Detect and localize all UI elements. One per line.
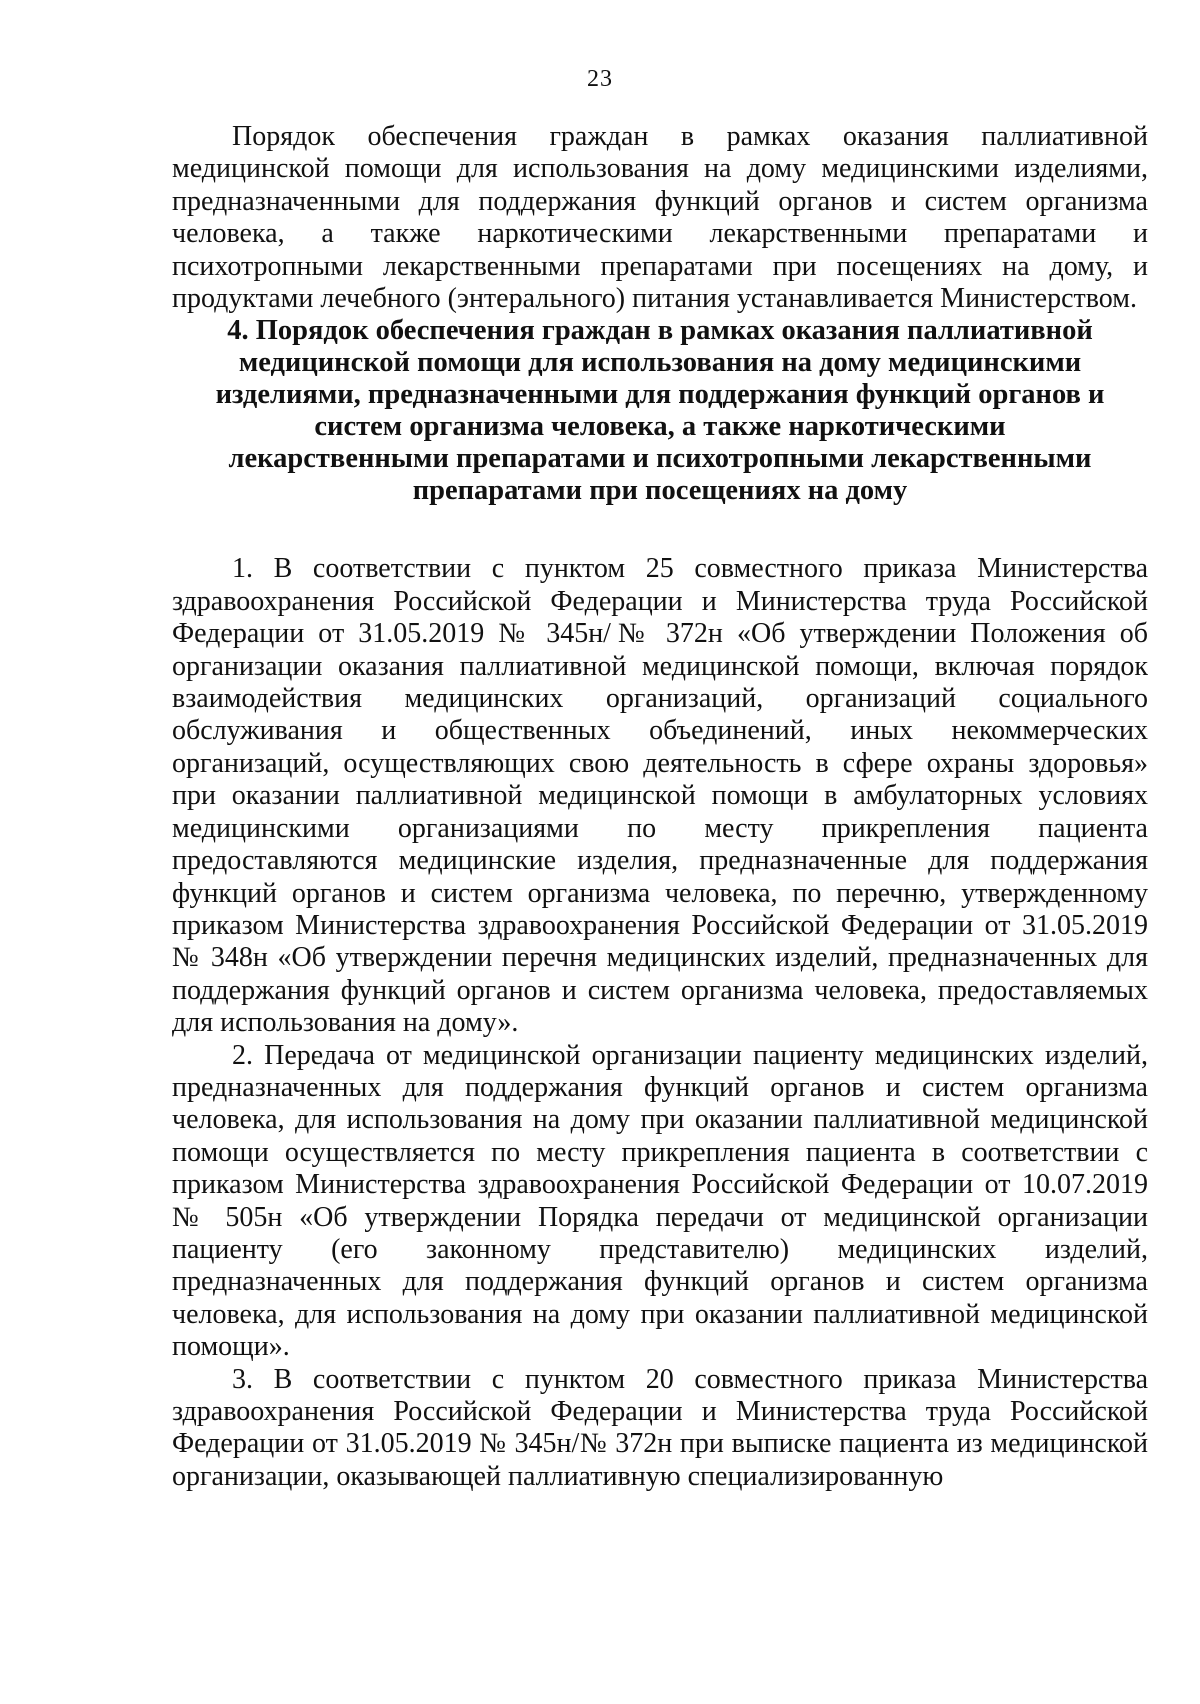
document-body: [172, 121, 1148, 1493]
section-item-3: 3. В соответствии с пунктом 20 совместного приказа Министерства здравоохранения Российской Федерации и Министерства труда Российской Федерации от 31.05.2019 № 345н/№ 372н при выписке пациента из медицинской организации, оказывающей паллиативную специализированную: [172, 1363, 1148, 1492]
intro-paragraph: Порядок обеспечения граждан в рамках оказания паллиативной медицинской помощи для использования на дому медицинскими изделиями, предназначенными для поддержания функций органов и систем организма человека, а также наркотическими лекарственными препаратами и психотропными лекарственными препаратами при посещениях на дому, и продуктами лечебного (энтерального) питания устанавливается Министерством.: [172, 121, 1148, 315]
page-number: 23: [587, 66, 613, 92]
section-heading: 4. Порядок обеспечения граждан в рамках оказания паллиативной медицинской помощи для использования на дому медицинскими изделиями, предназначенными для поддержания функций органов и систем организма человека, а также наркотическими лекарственными препаратами и психотропными лекарственными препаратами при посещениях на дому: [215, 315, 1105, 507]
section-item-1: 1. В соответствии с пунктом 25 совместного приказа Министерства здравоохранения Российской Федерации и Министерства труда Российской Федерации от 31.05.2019 № 345н/№ 372н «Об утверждении Положения об организации оказания паллиативной медицинской помощи, включая порядок взаимодействия медицинских организаций, организаций социального обслуживания и общественных объединений, иных некоммерческих организаций, осуществляющих свою деятельность в сфере охраны здоровья» при оказании паллиативной медицинской помощи в амбулаторных условиях медицинскими организациями по месту прикрепления пациента предоставляются медицинские изделия, предназначенные для поддержания функций органов и систем организма человека, по перечню, утвержденному приказом Министерства здравоохранения Российской Федерации от 31.05.2019 № 348н «Об утверждении перечня медицинских изделий, предназначенных для поддержания функций органов и систем организма человека, предоставляемых для использования на дому».: [172, 553, 1148, 1039]
section-item-2: 2. Передача от медицинской организации пациенту медицинских изделий, предназначенных для поддержания функций органов и систем организма человека, для использования на дому при оказании паллиативной медицинской помощи осуществляется по месту прикрепления пациента в соответствии с приказом Министерства здравоохранения Российской Федерации от 10.07.2019 № 505н «Об утверждении Порядка передачи от медицинской организации пациенту (его законному представителю) медицинских изделий, предназначенных для поддержания функций органов и систем организма человека, для использования на дому при оказании паллиативной медицинской помощи».: [172, 1039, 1148, 1363]
